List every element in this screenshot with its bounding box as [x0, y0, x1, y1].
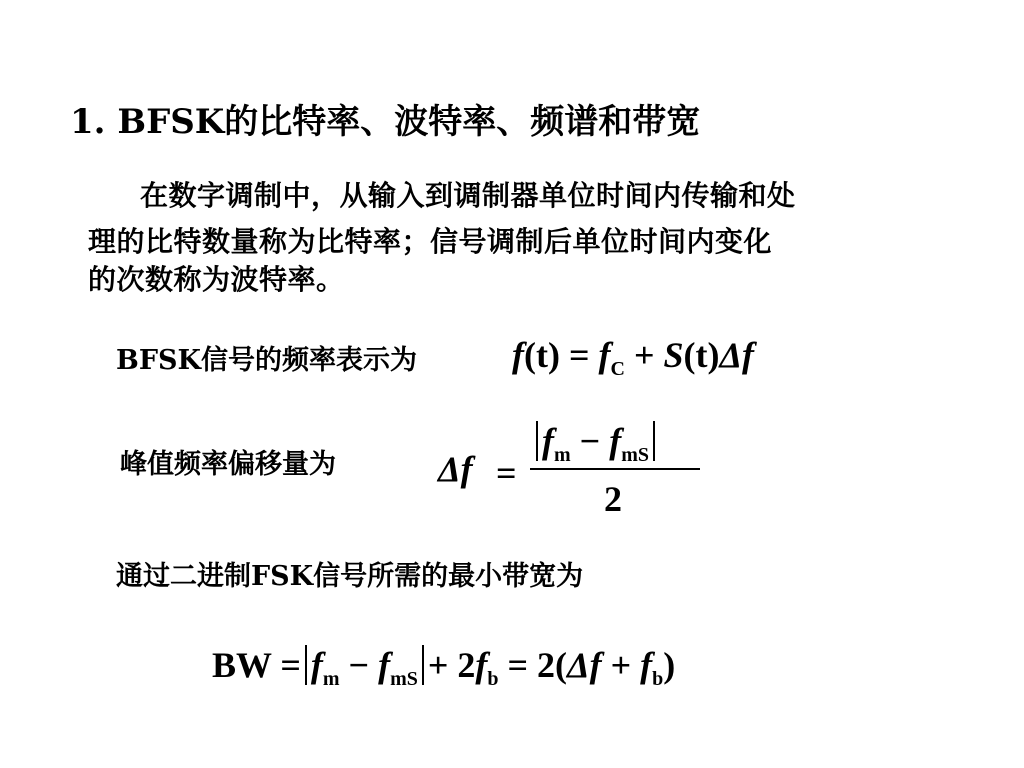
bandwidth-label: 通过二进制FSK信号所需的最小带宽为 — [116, 561, 584, 592]
eq3-plus: + — [601, 645, 641, 685]
eq1-S: S — [663, 335, 684, 375]
eq2-equals: = — [496, 453, 517, 493]
eq1-plus: + — [633, 335, 655, 375]
eq3-fb-sub: b — [487, 668, 499, 690]
frequency-equation — [512, 334, 754, 381]
eq3-fb2: f — [640, 645, 653, 685]
eq3-eq2: = 2( — [507, 645, 568, 685]
eq3-delta-f: Δf — [567, 645, 602, 685]
eq3-abs-left — [305, 645, 307, 685]
fraction-denominator: 2 — [604, 479, 622, 519]
eq3-bw: BW = — [212, 645, 301, 685]
eq3-fm-sub: m — [322, 668, 340, 690]
eq2-lhs: Δf — [438, 449, 473, 489]
bandwidth-equation — [212, 644, 675, 691]
eq2-minus: − — [579, 421, 601, 461]
abs-bar-right — [653, 421, 655, 461]
eq3-fm: f — [310, 645, 323, 685]
eq3-fms-sub: mS — [390, 668, 418, 690]
eq1-paren-t2: (t) — [683, 335, 720, 375]
slide-title: 1. BFSK的比特率、波特率、频谱和带宽 — [70, 102, 701, 142]
eq1-fc-sub: C — [610, 358, 625, 380]
paragraph-line-2: 理的比特数量称为比特率；信号调制后单位时间内变化 — [88, 225, 773, 258]
eq3-minus: − — [348, 645, 370, 685]
eq1-paren-t: (t) — [524, 335, 560, 375]
eq1-f: f — [512, 335, 524, 375]
eq1-delta-f: Δf — [719, 335, 755, 375]
eq1-equals: = — [568, 335, 590, 375]
eq3-fms: f — [378, 645, 391, 685]
eq3-fb: f — [475, 645, 488, 685]
eq3-abs-right — [422, 645, 424, 685]
eq1-fc: f — [598, 335, 611, 375]
paragraph-line-3: 的次数称为波特率。 — [88, 263, 345, 296]
fraction-numerator — [532, 420, 659, 467]
abs-bar-left — [536, 421, 538, 461]
eq2-fms: f — [609, 421, 622, 461]
frequency-expression-label: BFSK信号的频率表示为 — [116, 345, 417, 376]
fraction-line — [530, 468, 700, 470]
eq2-fm-sub: m — [554, 444, 571, 466]
eq2-fms-sub: mS — [621, 444, 649, 466]
peak-deviation-label: 峰值频率偏移量为 — [120, 449, 336, 480]
paragraph-line-1: 在数字调制中，从输入到调制器单位时间内传输和处 — [140, 179, 796, 212]
eq3-fb2-sub: b — [652, 668, 664, 690]
eq2-fm: f — [542, 421, 554, 461]
eq3-plus-2: + 2 — [427, 645, 476, 685]
eq3-close: ) — [663, 645, 676, 685]
